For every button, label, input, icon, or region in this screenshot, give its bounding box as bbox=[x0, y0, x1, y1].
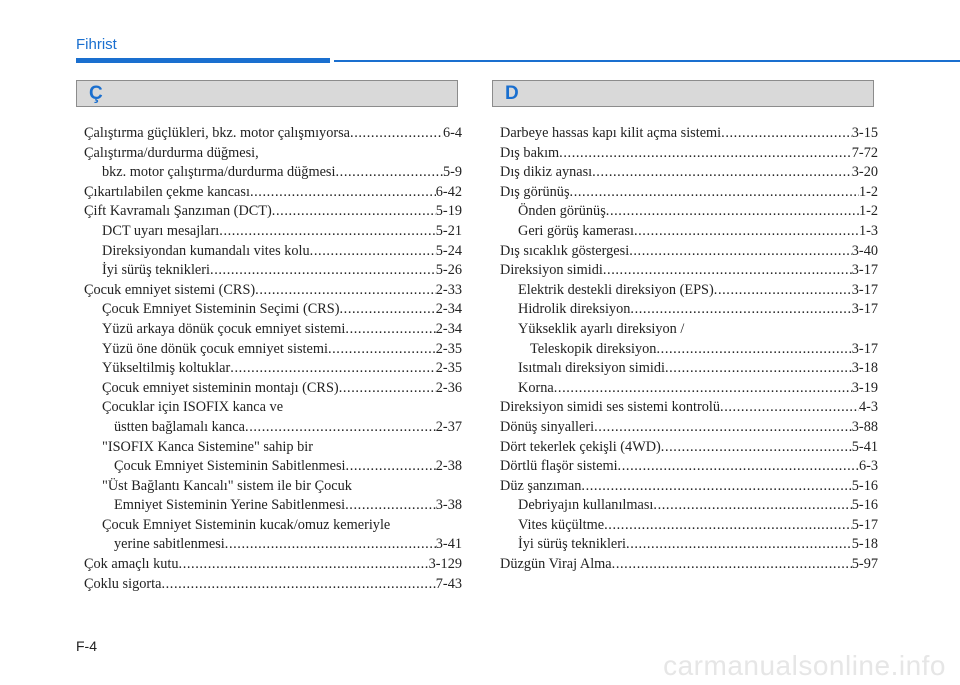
index-entry-text: bkz. motor çalıştırma/durdurma düğmesi bbox=[102, 164, 336, 181]
index-entry-page: 3-15 bbox=[851, 125, 878, 141]
index-entry bbox=[500, 281, 878, 301]
index-entry-text: yerine sabitlenmesi bbox=[114, 536, 225, 553]
index-entry-page: 2-36 bbox=[435, 379, 462, 396]
dot-leader bbox=[592, 163, 852, 183]
index-entry-text: DCT uyarı mesajları bbox=[102, 222, 220, 239]
index-entry-text: Düz şanzıman bbox=[500, 477, 582, 494]
dot-leader bbox=[210, 261, 436, 281]
dot-leader bbox=[721, 124, 852, 144]
dot-leader bbox=[570, 183, 859, 203]
index-entry bbox=[84, 575, 462, 595]
index-entry bbox=[500, 516, 878, 536]
index-entry-page: 5-18 bbox=[851, 536, 878, 553]
index-entry-text: Vites küçültme bbox=[518, 516, 605, 533]
index-entry-text: Çocuk emniyet sistemi (CRS) bbox=[84, 281, 256, 298]
index-entry bbox=[84, 438, 462, 458]
index-entry bbox=[84, 183, 462, 203]
dot-leader bbox=[328, 340, 436, 360]
index-entry-text: Dış dikiz aynası bbox=[500, 164, 593, 181]
dot-leader bbox=[255, 281, 436, 301]
index-entry-page: 6-3 bbox=[858, 458, 878, 475]
index-entry bbox=[500, 359, 878, 379]
index-entry bbox=[84, 320, 462, 340]
index-entry-page: 2-35 bbox=[435, 340, 462, 357]
index-entry-page: 5-21 bbox=[435, 222, 462, 239]
index-entry bbox=[500, 555, 878, 575]
dot-leader bbox=[345, 496, 436, 516]
index-entry-text: Yükseltilmiş koltuklar bbox=[102, 360, 231, 377]
index-entry-page: 3-17 bbox=[851, 301, 878, 318]
index-entry-page: 3-18 bbox=[851, 360, 878, 377]
index-entry-text: Elektrik destekli direksiyon (EPS) bbox=[518, 281, 714, 298]
dot-leader bbox=[629, 242, 852, 262]
index-entry bbox=[84, 477, 462, 497]
dot-leader bbox=[656, 340, 851, 360]
index-entry-text: Yükseklik ayarlı direksiyon / bbox=[518, 320, 685, 337]
index-entry-text: Dış sıcaklık göstergesi bbox=[500, 242, 630, 259]
dot-leader bbox=[350, 124, 443, 144]
index-entry-page: 3-19 bbox=[851, 379, 878, 396]
watermark: carmanualsonline.info bbox=[663, 650, 946, 681]
index-entry-text: Çocuk Emniyet Sisteminin Sabitlenmesi bbox=[114, 458, 346, 475]
index-entry bbox=[84, 222, 462, 242]
index-entry-page: 3-38 bbox=[435, 497, 462, 514]
index-entry-page: 5-97 bbox=[851, 556, 878, 573]
index-entry-page: 3-41 bbox=[435, 536, 462, 553]
index-entry-page: 5-9 bbox=[442, 164, 462, 181]
index-entry bbox=[84, 516, 462, 536]
index-entry bbox=[84, 144, 462, 164]
dot-leader bbox=[219, 222, 436, 242]
section-header-d bbox=[492, 80, 874, 107]
index-column-left bbox=[84, 124, 462, 594]
index-entry-text: Direksiyon simidi bbox=[500, 262, 603, 279]
index-entry bbox=[84, 202, 462, 222]
dot-leader bbox=[250, 183, 436, 203]
index-entry-page: 2-38 bbox=[435, 458, 462, 475]
index-entry-page: 3-20 bbox=[851, 164, 878, 181]
index-entry-text: Dörtlü flaşör sistemi bbox=[500, 458, 618, 475]
index-entry-text: "Üst Bağlantı Kancalı" sistem ile bir Çocuk bbox=[102, 477, 352, 494]
dot-leader bbox=[310, 242, 436, 262]
index-entry bbox=[84, 379, 462, 399]
index-entry-text: Dönüş sinyalleri bbox=[500, 418, 595, 435]
index-entry bbox=[84, 163, 462, 183]
index-entry-page: 5-16 bbox=[851, 497, 878, 514]
dot-leader bbox=[604, 516, 852, 536]
page-number: F-4 bbox=[76, 638, 97, 654]
dot-leader bbox=[345, 320, 435, 340]
index-entry-text: Geri görüş kamerası bbox=[518, 222, 634, 239]
dot-leader bbox=[339, 300, 435, 320]
index-entry bbox=[500, 457, 878, 477]
dot-leader bbox=[594, 418, 852, 438]
dot-leader bbox=[230, 359, 436, 379]
index-entry-text: Önden görünüş bbox=[518, 203, 606, 220]
index-entry-text: İyi sürüş teknikleri bbox=[518, 536, 627, 553]
index-entry bbox=[84, 242, 462, 262]
page-header-title: Fihrist bbox=[76, 36, 117, 53]
index-entry-text: Darbeye hassas kapı kilit açma sistemi bbox=[500, 125, 722, 141]
dot-leader bbox=[559, 144, 852, 164]
index-entry-text: Çocuk Emniyet Sisteminin kucak/omuz kemeriyle bbox=[102, 516, 391, 533]
index-entry bbox=[500, 202, 878, 222]
index-entry-page: 5-16 bbox=[851, 477, 878, 494]
index-entry bbox=[84, 281, 462, 301]
dot-leader bbox=[720, 398, 859, 418]
index-entry bbox=[500, 379, 878, 399]
index-entry-page: 2-34 bbox=[435, 320, 462, 337]
index-entry-page: 5-24 bbox=[435, 242, 462, 259]
dot-leader bbox=[626, 535, 852, 555]
header-rule-thin bbox=[334, 60, 960, 62]
index-entry-page: 6-4 bbox=[442, 125, 462, 141]
index-entry-page: 1-3 bbox=[858, 222, 878, 239]
index-entry-text: Dört tekerlek çekişli (4WD) bbox=[500, 438, 661, 455]
index-entry-text: Yüzü arkaya dönük çocuk emniyet sistemi bbox=[102, 320, 346, 337]
dot-leader bbox=[581, 477, 851, 497]
index-entry-page: 5-41 bbox=[851, 438, 878, 455]
dot-leader bbox=[634, 222, 859, 242]
index-entry-text: Çocuk emniyet sisteminin montajı (CRS) bbox=[102, 379, 339, 396]
index-entry bbox=[500, 438, 878, 458]
header-rule-thick bbox=[76, 58, 330, 63]
index-entry-text: Dış görünüş bbox=[500, 183, 570, 200]
index-entry-page: 3-129 bbox=[428, 556, 462, 573]
index-entry-page: 4-3 bbox=[858, 399, 878, 416]
index-entry bbox=[84, 398, 462, 418]
index-entry-text: "ISOFIX Kanca Sistemine" sahip bir bbox=[102, 438, 314, 455]
index-entry-text: Çocuk Emniyet Sisteminin Seçimi (CRS) bbox=[102, 301, 340, 318]
index-entry-page: 3-88 bbox=[851, 418, 878, 435]
dot-leader bbox=[335, 163, 442, 183]
index-entry bbox=[500, 144, 878, 164]
index-entry-text: Çok amaçlı kutu bbox=[84, 556, 179, 573]
index-entry bbox=[500, 477, 878, 497]
section-letter-d: D bbox=[505, 83, 519, 104]
index-entry bbox=[500, 300, 878, 320]
index-entry-text: Çalıştırma/durdurma düğmesi, bbox=[84, 144, 259, 161]
index-entry-text: Çoklu sigorta bbox=[84, 575, 162, 592]
index-entry bbox=[84, 300, 462, 320]
index-entry-page: 3-17 bbox=[851, 340, 878, 357]
index-entry bbox=[84, 124, 462, 144]
dot-leader bbox=[272, 202, 436, 222]
index-entry-page: 6-42 bbox=[435, 183, 462, 200]
index-entry bbox=[500, 163, 878, 183]
index-entry-text: Çift Kavramalı Şanzıman (DCT) bbox=[84, 203, 272, 220]
index-entry bbox=[500, 183, 878, 203]
index-entry-text: Düzgün Viraj Alma bbox=[500, 556, 612, 573]
dot-leader bbox=[714, 281, 852, 301]
dot-leader bbox=[346, 457, 436, 477]
index-entry bbox=[84, 261, 462, 281]
index-entry-text: Debriyajın kullanılması bbox=[518, 497, 654, 514]
dot-leader bbox=[225, 535, 436, 555]
index-entry-page: 1-2 bbox=[858, 183, 878, 200]
index-entry bbox=[500, 418, 878, 438]
index-entry bbox=[500, 222, 878, 242]
dot-leader bbox=[554, 379, 852, 399]
index-entry-page: 3-40 bbox=[851, 242, 878, 259]
index-entry bbox=[500, 242, 878, 262]
dot-leader bbox=[661, 438, 852, 458]
section-header-c bbox=[76, 80, 458, 107]
index-entry-page: 7-43 bbox=[435, 575, 462, 592]
section-letter-c: Ç bbox=[89, 83, 103, 104]
dot-leader bbox=[606, 202, 859, 222]
index-entry-page: 2-34 bbox=[435, 301, 462, 318]
index-entry-text: Direksiyondan kumandalı vites kolu bbox=[102, 242, 310, 259]
index-entry-text: Dış bakım bbox=[500, 144, 560, 161]
index-entry bbox=[84, 496, 462, 516]
index-entry-page: 3-17 bbox=[851, 281, 878, 298]
index-entry-page: 5-26 bbox=[435, 262, 462, 279]
index-entry-text: İyi sürüş teknikleri bbox=[102, 262, 211, 279]
index-entry bbox=[84, 359, 462, 379]
index-entry bbox=[500, 261, 878, 281]
dot-leader bbox=[653, 496, 851, 516]
dot-leader bbox=[612, 555, 852, 575]
dot-leader bbox=[603, 261, 852, 281]
dot-leader bbox=[161, 575, 435, 595]
index-entry-text: Isıtmalı direksiyon simidi bbox=[518, 360, 665, 377]
index-entry bbox=[84, 535, 462, 555]
dot-leader bbox=[665, 359, 852, 379]
index-entry bbox=[500, 398, 878, 418]
dot-leader bbox=[245, 418, 436, 438]
index-entry-text: Emniyet Sisteminin Yerine Sabitlenmesi bbox=[114, 497, 346, 514]
index-entry-text: Korna bbox=[518, 379, 554, 396]
index-entry-text: üstten bağlamalı kanca bbox=[114, 418, 246, 435]
index-column-right bbox=[500, 124, 878, 575]
index-entry-page: 1-2 bbox=[858, 203, 878, 220]
index-entry-text: Teleskopik direksiyon bbox=[530, 340, 657, 357]
index-entry bbox=[500, 340, 878, 360]
index-entry-page: 2-33 bbox=[435, 281, 462, 298]
index-entry bbox=[500, 535, 878, 555]
index-entry-text: Çalıştırma güçlükleri, bkz. motor çalışmıyorsa bbox=[84, 125, 351, 141]
dot-leader bbox=[630, 300, 851, 320]
index-entry bbox=[84, 340, 462, 360]
index-entry-page: 3-17 bbox=[851, 262, 878, 279]
index-entry-text: Yüzü öne dönük çocuk emniyet sistemi bbox=[102, 340, 328, 357]
index-entry bbox=[500, 320, 878, 340]
index-entry-page: 2-37 bbox=[435, 418, 462, 435]
dot-leader bbox=[618, 457, 859, 477]
index-entry-text: Direksiyon simidi ses sistemi kontrolü bbox=[500, 399, 721, 416]
index-entry bbox=[500, 124, 878, 144]
index-entry-text: Çıkartılabilen çekme kancası bbox=[84, 183, 250, 200]
index-entry-page: 5-17 bbox=[851, 516, 878, 533]
index-entry bbox=[84, 457, 462, 477]
index-entry bbox=[500, 496, 878, 516]
index-entry bbox=[84, 418, 462, 438]
index-entry-page: 7-72 bbox=[851, 144, 878, 161]
dot-leader bbox=[179, 555, 429, 575]
index-entry-text: Hidrolik direksiyon bbox=[518, 301, 631, 318]
index-entry-text: Çocuklar için ISOFIX kanca ve bbox=[102, 399, 284, 416]
index-entry bbox=[84, 555, 462, 575]
dot-leader bbox=[339, 379, 436, 399]
index-entry-page: 5-19 bbox=[435, 203, 462, 220]
index-entry-page: 2-35 bbox=[435, 360, 462, 377]
